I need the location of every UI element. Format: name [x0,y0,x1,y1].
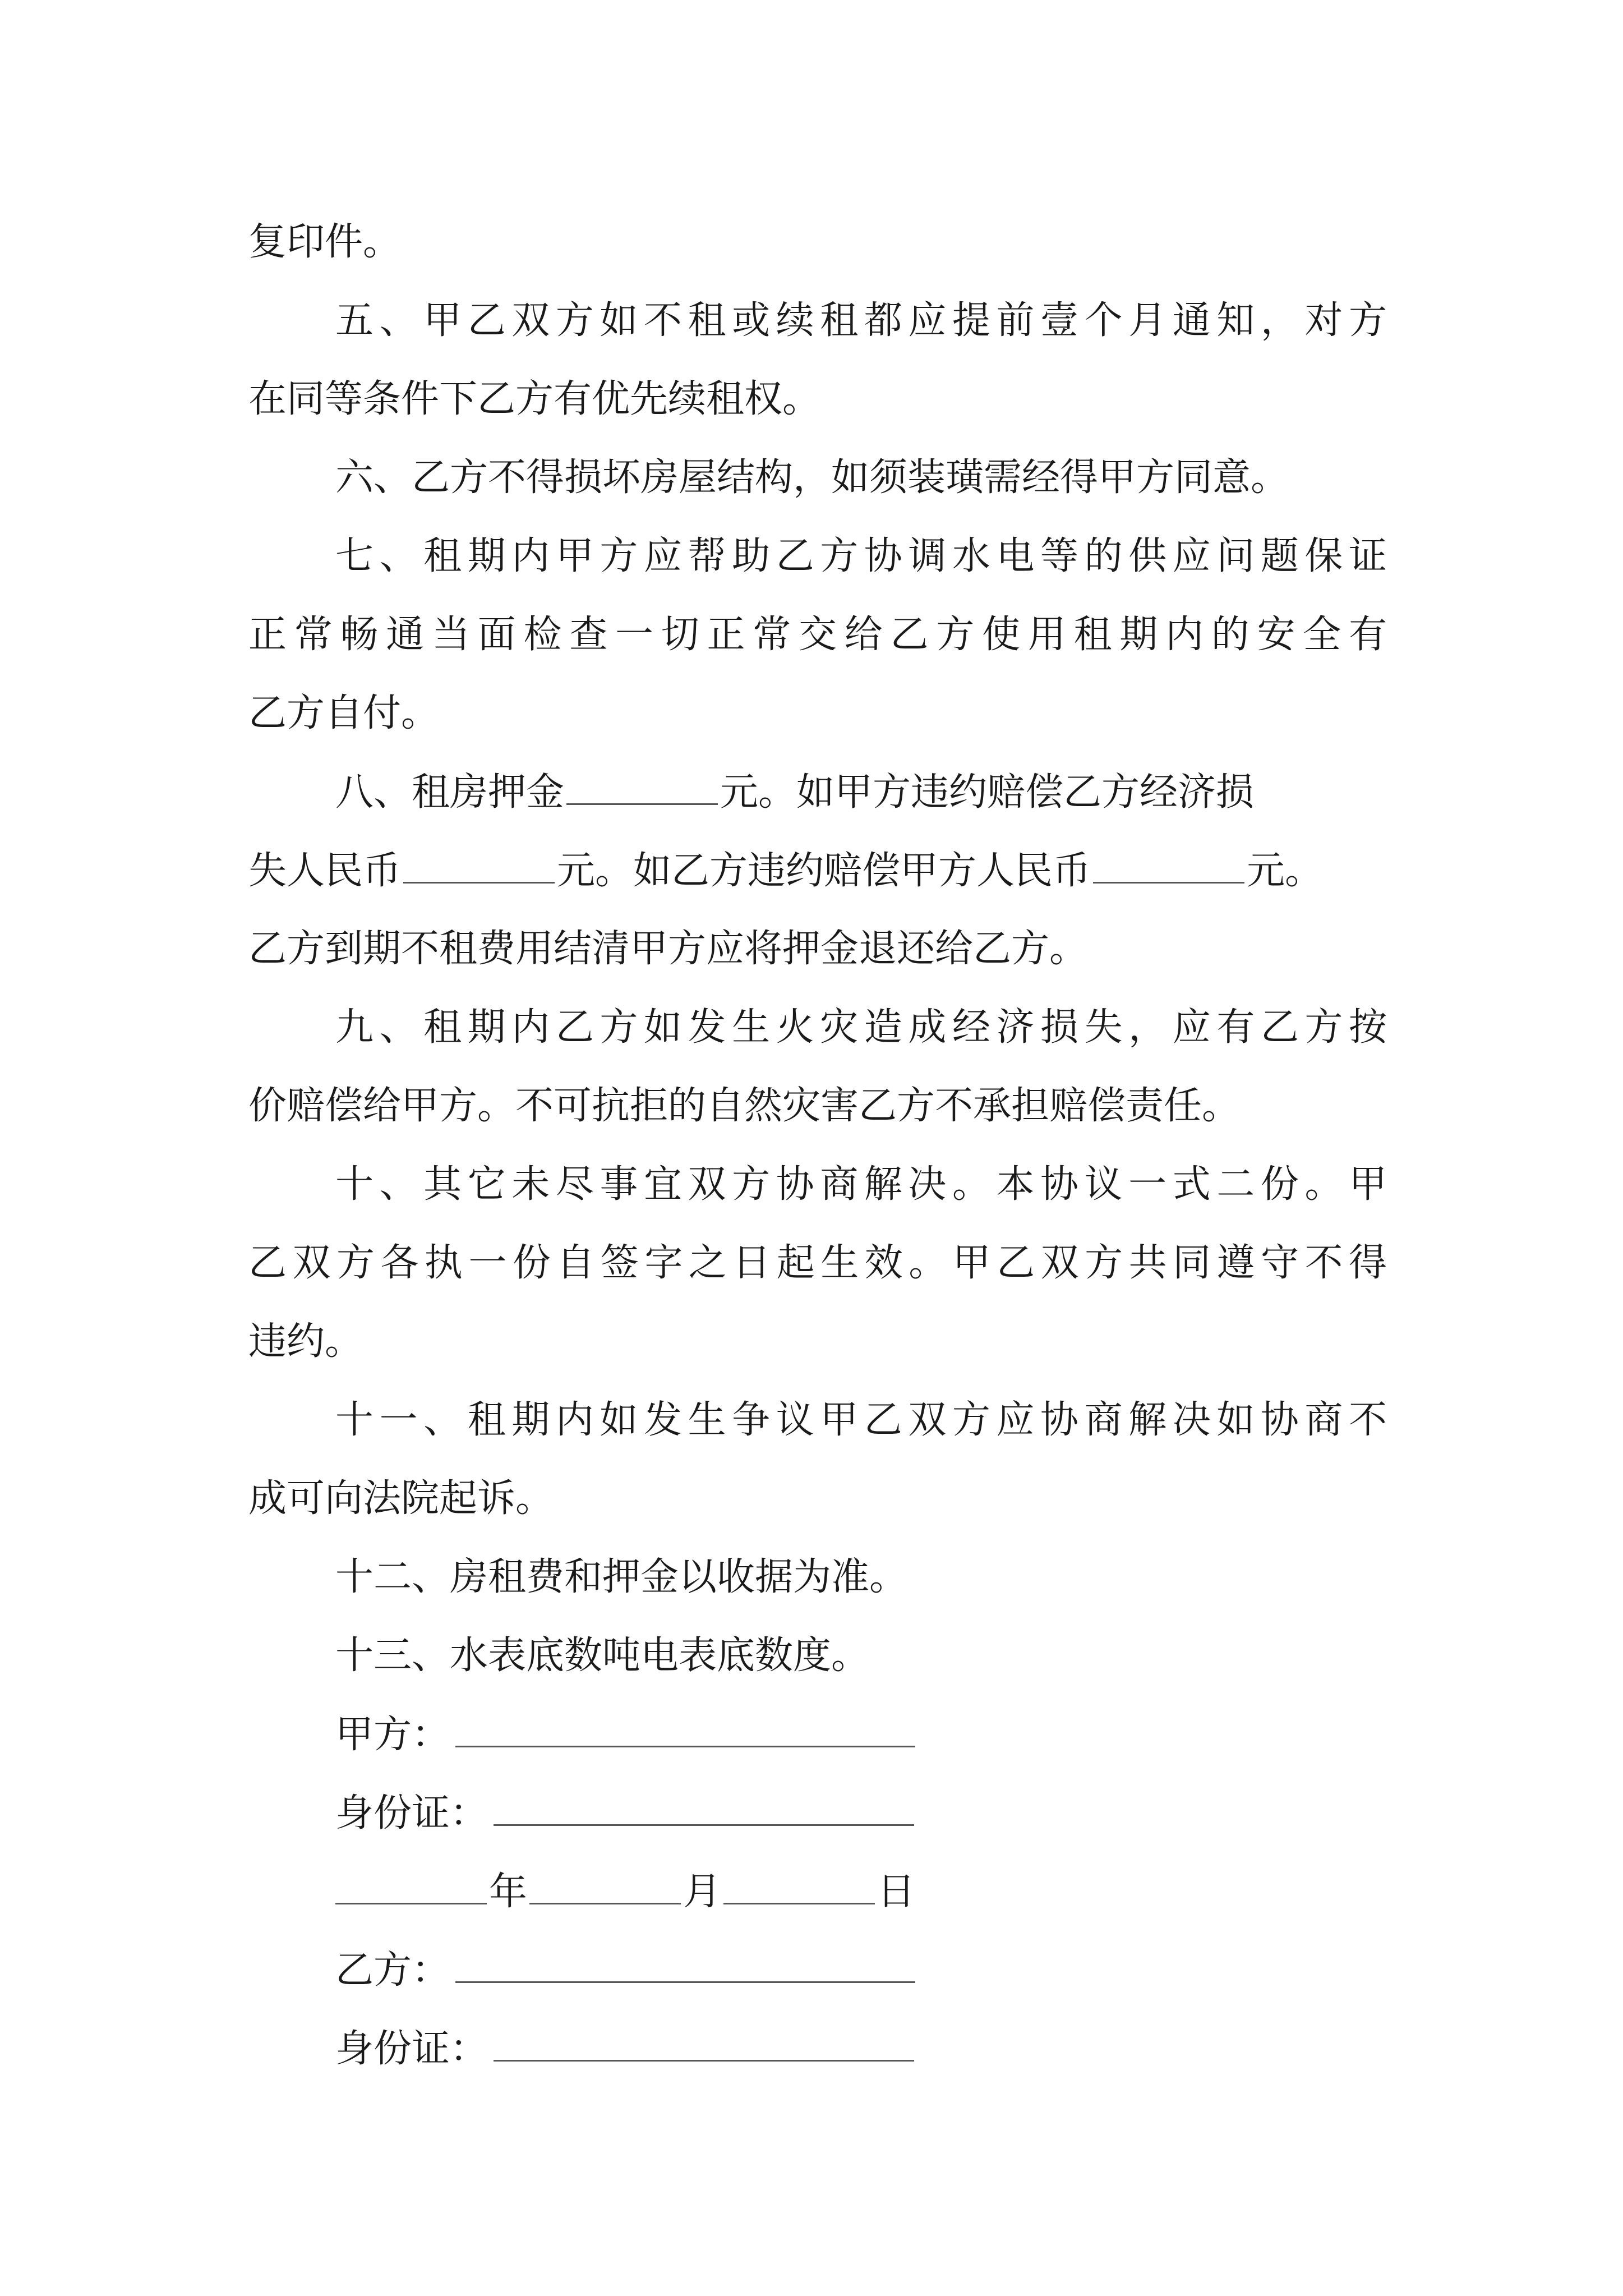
clause-5-line-2: 在同等条件下乙方有优先续租权。 [248,377,821,421]
day-blank[interactable] [723,1869,875,1904]
party-a-row [335,1712,915,1757]
party-b-row [335,1948,915,1993]
clause-11-line-1: 十一、租期内如发生争议甲乙双方应协商解决如协商不 [335,1398,1387,1442]
clause-10-line-2: 乙双方各执一份自签字之日起生效。甲乙双方共同遵守不得 [248,1241,1387,1285]
month-blank[interactable] [529,1869,681,1904]
clause-7-line-2: 正常畅通当面检查一切正常交给乙方使用租期内的安全有 [248,613,1387,657]
date-row [335,1869,915,1915]
party-b-id-label: 身份证： [335,2027,488,2071]
compensation-a-blank[interactable] [403,848,555,884]
clause-8-text-d: 元。如乙方违约赔偿甲方人民币 [557,849,1091,893]
clause-9-line-1: 九、租期内乙方如发生火灾造成经济损失，应有乙方按 [335,1005,1387,1050]
party-a-label: 甲方： [335,1713,450,1757]
clause-10-line-1: 十、其它未尽事宜双方协商解决。本协议一式二份。甲 [335,1162,1387,1207]
party-a-id-field[interactable] [494,1791,914,1826]
party-b-signature-field[interactable] [455,1948,915,1983]
clause-5-line-1: 五、甲乙双方如不租或续租都应提前壹个月通知，对方 [335,298,1387,343]
month-label: 月 [683,1870,722,1914]
party-a-id-label: 身份证： [335,1791,488,1835]
party-a-signature-field[interactable] [455,1712,915,1747]
year-blank[interactable] [335,1869,487,1904]
party-b-id-field[interactable] [494,2026,914,2062]
clause-12-line: 十二、房租费和押金以收据为准。 [335,1555,908,1599]
clause-8-line-2 [248,848,1323,894]
clause-8-line-3: 乙方到期不租费用结清甲方应将押金退还给乙方。 [248,927,1088,971]
clause-9-line-2: 价赔偿给甲方。不可抗拒的自然灾害乙方不承担赔偿责任。 [248,1084,1241,1128]
clause-8-line-1 [335,770,1254,815]
clause-11-line-2: 成可向法院起诉。 [248,1476,554,1521]
clause-8-text-a: 八、租房押金 [335,770,565,815]
clause-6-line: 六、乙方不得损坏房屋结构，如须装璜需经得甲方同意。 [335,455,1289,500]
clause-7-line-1: 七、租期内甲方应帮助乙方协调水电等的供应问题保证 [335,534,1387,578]
party-b-label: 乙方： [335,1948,450,1993]
clause-8-text-e: 元。 [1247,849,1324,893]
clause-10-line-3: 违约。 [248,1319,363,1364]
clause-13-line: 十三、水表底数吨电表底数度。 [335,1634,870,1678]
clause-8-text-c: 失人民币 [248,849,402,893]
clause-8-text-b: 元。如甲方违约赔偿乙方经济损 [720,770,1255,815]
deposit-blank[interactable] [566,770,718,805]
text-line: 复印件。 [248,220,402,264]
day-label: 日 [877,1870,916,1914]
clause-7-line-3: 乙方自付。 [248,691,440,735]
year-label: 年 [489,1870,528,1914]
party-b-id-row [335,2026,914,2072]
party-a-id-row [335,1791,914,1836]
compensation-b-blank[interactable] [1093,848,1244,884]
